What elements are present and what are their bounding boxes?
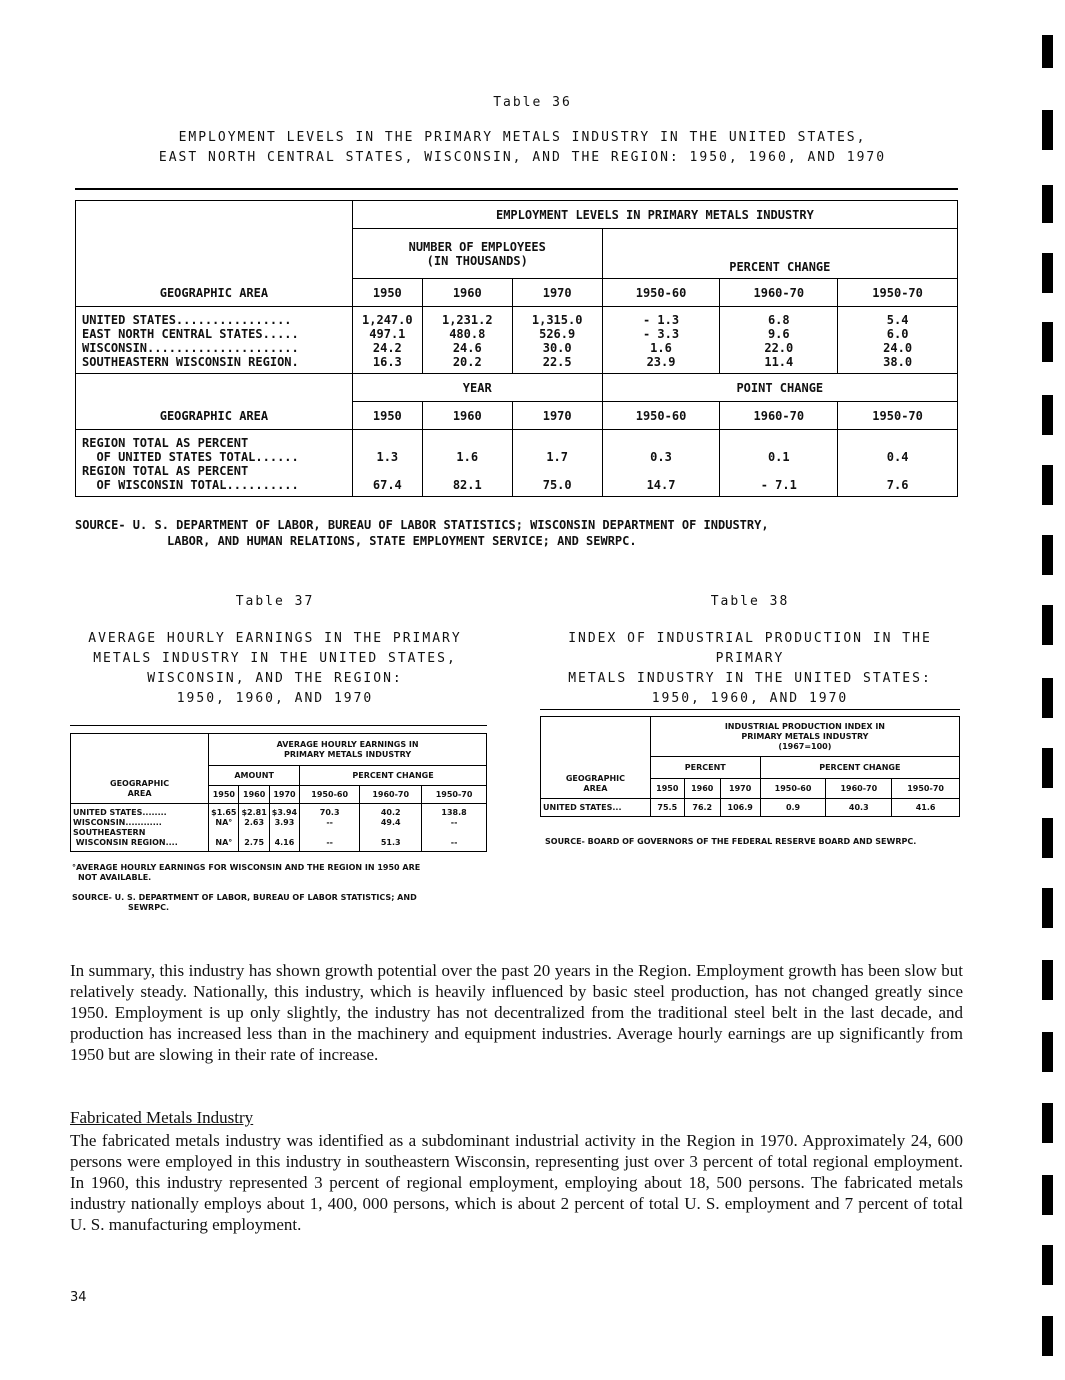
scan-mark — [1042, 395, 1053, 435]
section-heading: Fabricated Metals Industry — [70, 1108, 254, 1127]
table36-caption — [0, 128, 1045, 168]
table36-caption-line2: EAST NORTH CENTRAL STATES, WISCONSIN, AND THE REGION: 1950, 1960, AND 1970 — [158, 150, 887, 165]
table37-top-rule — [70, 725, 487, 726]
percent-change-header: PERCENT CHANGE — [602, 229, 957, 279]
table-row: UNITED STATES........ $1.65 $2.81 $3.94 70.3 40.2 138.8 — [71, 804, 487, 819]
table36: GEOGRAPHIC AREA EMPLOYMENT LEVELS IN PRIMARY METALS INDUSTRY NUMBER OF EMPLOYEES (IN THOUSANDS) PERCENT CHANGE 1950 1960 1970 1950-60 1960-70 1950-70 UNITED STATES................ 1,247.0 1,231.2 1,315.0 - 1.3 6.8 5.4 EAST NORTH CENTRAL STATES..... 497.1 480.8 526.9 - 3.3 9.6 6.0 WISCONSIN..................... 24.2 24.6 30.0 1.6 22.0 24.0 SOUTHEASTERN WISCONSIN REGION. 16.3 20.2 22.5 23.9 11.4 38.0 GEOGRAPHIC AREA YEAR POINT CHANGE 1950 1960 1970 1950-60 1960-70 1950-70 REGION TOTAL AS PERCENT OF UNITED STATES TOTAL...... 1.3 1.6 1.7 0.3 0.1 0.4 REGION TOTAL AS PERCENT OF WISCONSIN TOTAL.......... 67.4 82.1 75.0 14.7 - 7.1 7.6 — [75, 200, 958, 497]
change-col-1960-70: 1960-70 — [720, 279, 838, 307]
geo-area-header-cell — [76, 201, 353, 307]
page-number: 34 — [70, 1290, 87, 1305]
year-header: YEAR — [352, 374, 602, 402]
scan-mark — [1042, 185, 1053, 223]
table-row: SOUTHEASTERN — [71, 828, 487, 838]
year-col-1950: 1950 — [352, 279, 422, 307]
change-col-1950-60: 1950-60 — [602, 279, 720, 307]
percent-change-header: PERCENT CHANGE — [300, 766, 487, 786]
geo-area-header-2: GEOGRAPHIC AREA — [159, 409, 269, 423]
scan-mark — [1042, 253, 1053, 293]
table37-caption: AVERAGE HOURLY EARNINGS IN THE PRIMARY METALS INDUSTRY IN THE UNITED STATES, WISCONSIN, AND THE REGION: 1950, 1960, AND 1970 — [88, 631, 462, 706]
scan-mark — [1042, 605, 1053, 645]
table-row: WISCONSIN............ NA° 2.63 3.93 -- 49.4 -- — [71, 818, 487, 828]
table38-source: SOURCE- BOARD OF GOVERNORS OF THE FEDERAL RESERVE BOARD AND SEWRPC. — [545, 837, 917, 846]
table37-footnote: °AVERAGE HOURLY EARNINGS FOR WISCONSIN AND THE REGION IN 1950 ARE NOT AVAILABLE. — [72, 863, 421, 882]
table-row: REGION TOTAL AS PERCENT OF UNITED STATES TOTAL...... 1.3 1.6 1.7 0.3 0.1 0.4 — [76, 430, 958, 465]
scan-mark — [1042, 1245, 1053, 1285]
scan-mark — [1042, 535, 1053, 575]
earnings-header: AVERAGE HOURLY EARNINGS IN PRIMARY METALS INDUSTRY — [209, 734, 487, 766]
amount-header: AMOUNT — [209, 766, 300, 786]
table37: GEOGRAPHIC AREA AVERAGE HOURLY EARNINGS IN PRIMARY METALS INDUSTRY AMOUNT PERCENT CHANGE 1950 1960 1970 1950-60 1960-70 1950-70 UNITED STATES........ $1.65 $2.81 $3.94 70.3 40.2 138.8 WISCONSIN............ NA° 2.63 3.93 -- 49.4 -- SOUTHEASTERN WISCONSIN REGION.... NA° 2.75 4.16 -- 51.3 -- — [70, 733, 487, 852]
scan-mark — [1042, 1032, 1053, 1072]
point-change-header: POINT CHANGE — [602, 374, 957, 402]
scan-mark — [1042, 465, 1053, 505]
scan-mark — [1042, 1316, 1053, 1356]
geo-area-header-cell-2 — [76, 374, 353, 430]
scan-mark — [1042, 748, 1053, 788]
table38-top-rule — [540, 709, 960, 710]
geo-area-header: GEOGRAPHIC AREA — [71, 734, 209, 804]
year-col-1970: 1970 — [512, 279, 602, 307]
number-of-employees-header: NUMBER OF EMPLOYEES (IN THOUSANDS) — [352, 229, 602, 279]
scan-mark — [1042, 35, 1053, 68]
table36-source: SOURCE- U. S. DEPARTMENT OF LABOR, BUREAU OF LABOR STATISTICS; WISCONSIN DEPARTMENT OF INDUSTRY, LABOR, AND HUMAN RELATIONS, STATE EMPLOYMENT SERVICE; AND SEWRPC. — [75, 518, 769, 548]
table36-title: Table 36 — [493, 95, 572, 110]
table-row: EAST NORTH CENTRAL STATES..... 497.1 480.8 526.9 - 3.3 9.6 6.0 — [76, 327, 958, 341]
year-col-1960: 1960 — [422, 279, 512, 307]
production-index-header: INDUSTRIAL PRODUCTION INDEX IN PRIMARY METALS INDUSTRY (1967=100) — [650, 717, 959, 757]
table36-caption-line1: EMPLOYMENT LEVELS IN THE PRIMARY METALS INDUSTRY IN THE UNITED STATES, — [178, 130, 867, 145]
scan-mark — [1042, 322, 1053, 362]
scan-mark — [1042, 1103, 1053, 1143]
scan-mark — [1042, 888, 1053, 928]
scan-mark — [1042, 678, 1053, 718]
table-row: SOUTHEASTERN WISCONSIN REGION. 16.3 20.2 22.5 23.9 11.4 38.0 — [76, 355, 958, 374]
table37-source: SOURCE- U. S. DEPARTMENT OF LABOR, BUREAU OF LABOR STATISTICS; AND SEWRPC. — [72, 893, 417, 912]
table38: GEOGRAPHIC AREA INDUSTRIAL PRODUCTION INDEX IN PRIMARY METALS INDUSTRY (1967=100) PERCENT PERCENT CHANGE 1950 1960 1970 1950-60 1960-70 1950-70 UNITED STATES... 75.5 76.2 106.9 0.9 40.3 41.6 — [540, 716, 960, 817]
table-row: UNITED STATES... 75.5 76.2 106.9 0.9 40.3 41.6 — [541, 799, 960, 817]
table-row: UNITED STATES................ 1,247.0 1,231.2 1,315.0 - 1.3 6.8 5.4 — [76, 307, 958, 328]
change-col-1950-70: 1950-70 — [838, 279, 958, 307]
scan-mark — [1042, 960, 1053, 1000]
table38-title: Table 38 — [710, 594, 790, 609]
percent-header: PERCENT — [650, 757, 760, 779]
scan-mark — [1042, 818, 1053, 858]
table38-caption: INDEX OF INDUSTRIAL PRODUCTION IN THE PRIMARY METALS INDUSTRY IN THE UNITED STATES: 1950, 1960, AND 1970 — [568, 631, 932, 706]
table-row: WISCONSIN..................... 24.2 24.6 30.0 1.6 22.0 24.0 — [76, 341, 958, 355]
table36-top-rule — [75, 188, 958, 190]
geo-area-header: GEOGRAPHIC AREA — [541, 717, 651, 799]
geo-area-header: GEOGRAPHIC AREA — [159, 286, 269, 300]
table-row: REGION TOTAL AS PERCENT OF WISCONSIN TOTAL.......... 67.4 82.1 75.0 14.7 - 7.1 7.6 — [76, 464, 958, 497]
employment-levels-header: EMPLOYMENT LEVELS IN PRIMARY METALS INDUSTRY — [352, 201, 957, 229]
percent-change-header: PERCENT CHANGE — [760, 757, 959, 779]
summary-paragraph: In summary, this industry has shown growth potential over the past 20 years in the Region. Employment growth has been slow but relatively steady. Nationally, this industry, which is heavily influenced by basic steel production, has not changed greatly since 1950. Employment is up only slightly, the industry has not decentralized from the traditional steel belt in the last decade, and production has increased less than in the machinery and equipment industries. Average hourly earnings are up significantly from 1950 but are slowing in their rate of increase. — [70, 961, 963, 1064]
table37-title: Table 37 — [235, 594, 315, 609]
fabricated-metals-paragraph: The fabricated metals industry was identified as a subdominant industrial activity in the Region in 1970. Approximately 24, 600 persons were employed in this industry in southeastern Wisconsin, representing just over 3 percent of total regional employment. In 1960, this industry represented 3 percent of regional employment, employing about 18, 500 persons. The fabricated metals industry nationally employs about 1, 400, 000 persons, which is about 2 percent of total U. S. employment and 7 percent of total U. S. manufacturing employment. — [70, 1131, 963, 1234]
table-row: WISCONSIN REGION.... NA° 2.75 4.16 -- 51.3 -- — [71, 838, 487, 852]
scan-mark — [1042, 1175, 1053, 1215]
